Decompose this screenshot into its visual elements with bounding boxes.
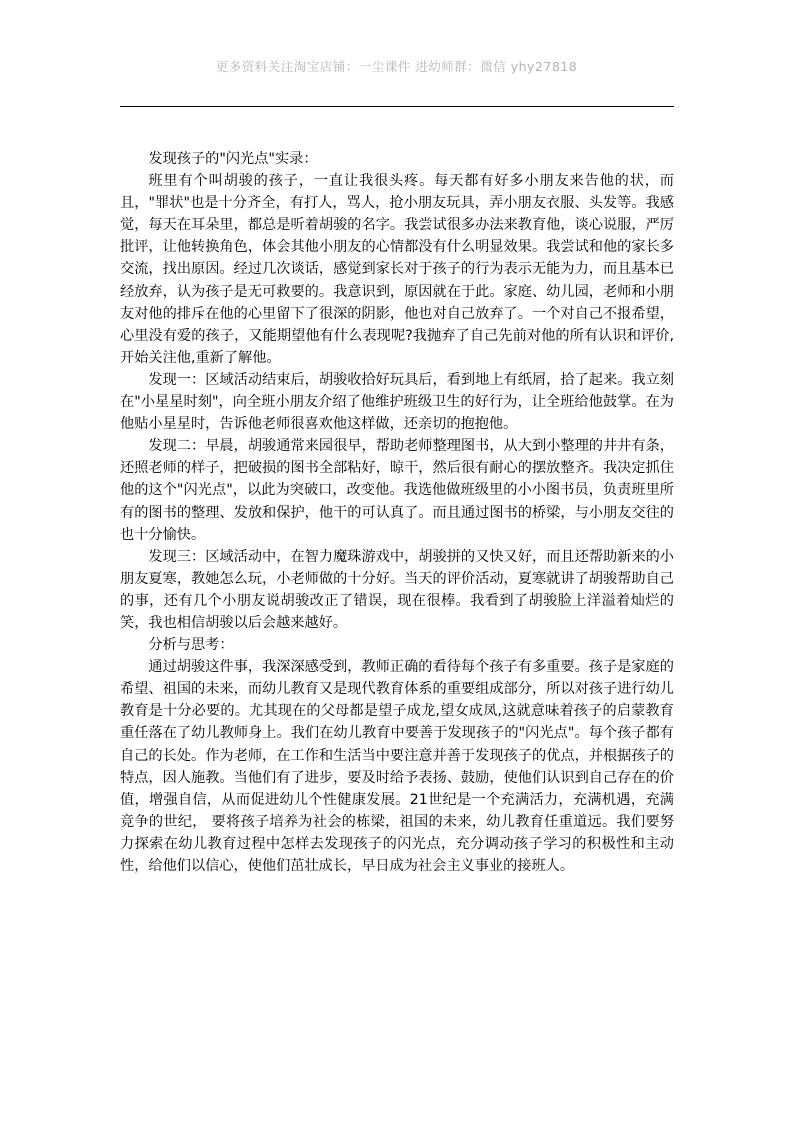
paragraph-discovery-3: 发现三：区域活动中，在智力魔珠游戏中，胡骏拼的又快又好，而且还帮助新来的小朋友夏寒，教她怎么玩，小老师做的十分好。当天的评价活动，夏寒就讲了胡骏帮助自己的事，还有几个小朋友说胡骏改正了错误，现在很棒。我看到了胡骏脸上洋溢着灿烂的笑，我也相信胡骏以后会越来越好。 <box>120 548 674 631</box>
paragraph-discovery-1: 发现一：区域活动结束后，胡骏收拾好玩具后，看到地上有纸屑，拾了起来。我立刻在"小星星时刻"，向全班小朋友介绍了他维护班级卫生的好行为，让全班给他鼓掌。在为他贴小星星时，告诉他老师很喜欢他这样做，还亲切的抱抱他。 <box>120 371 674 433</box>
document-title: 发现孩子的"闪光点"实录： <box>148 151 318 167</box>
paragraph-analysis: 通过胡骏这件事，我深深感受到，教师正确的看待每个孩子有多重要。孩子是家庭的希望、祖国的未来，而幼儿教育又是现代教育体系的重要组成部分，所以对孩子进行幼儿教育是十分必要的。尤其现在的父母都是望子成龙,望女成凤,这就意味着孩子的启蒙教育重任落在了幼儿教师身上。我们在幼儿教育中要善于发现孩子的"闪光点"。每个孩子都有自己的长处。作为老师，在工作和生活当中要注意并善于发现孩子的优点，并根据孩子的特点，因人施教。当他们有了进步，要及时给予表扬、鼓励，使他们认识到自己存在的价值，增强自信，从而促进幼儿个性健康发展。21世纪是一个充满活力，充满机遇，充满竞争的世纪， 要将孩子培养为社会的栋梁，祖国的未来，幼儿教育任重道远。我们要努力探索在幼儿教育过程中怎样去发现孩子的闪光点，充分调动孩子学习的积极性和主动性，给他们以信心，使他们茁壮成长，早日成为社会主义事业的接班人。 <box>120 659 674 874</box>
paragraph-discovery-2: 发现二：早晨，胡骏通常来园很早，帮助老师整理图书，从大到小整理的井井有条，还照老师的样子，把破损的图书全部粘好，晾干，然后很有耐心的摆放整齐。我决定抓住他的这个"闪光点"，以此为突破口，改变他。我选他做班级里的小小图书员，负责班里所有的图书的整理、发放和保护，他干的可认真了。而且通过图书的桥梁，与小朋友交往的也十分愉快。 <box>120 438 674 543</box>
paragraph-intro: 班里有个叫胡骏的孩子，一直让我很头疼。每天都有好多小朋友来告他的状，而且，"罪状"也是十分齐全，有打人，骂人，抢小朋友玩具，弄小朋友衣服、头发等。我感觉，每天在耳朵里，都总是听着胡骏的名字。我尝试很多办法来教育他，谈心说服，严厉批评，让他转换角色，体会其他小朋友的心情都没有什么明显效果。我尝试和他的家长多交流，找出原因。经过几次谈话，感觉到家长对于孩子的行为表示无能为力，而且基本已经放弃，认为孩子是无可救要的。我意识到，原因就在于此。家庭、幼儿园，老师和小朋友对他的排斥在他的心里留下了很深的阴影，他也对自己放弃了。一个对自己不报希望，心里没有爱的孩子，又能期望他有什么表现呢?我抛弃了自己先前对他的所有认识和评价,开始关注他,重新了解他。 <box>120 173 674 366</box>
header-divider <box>120 106 674 107</box>
page-header-text: 更多资料关注淘宝店铺：一尘课件 进幼师群：微信 yhy27818 <box>215 59 578 74</box>
document-body <box>120 148 674 877</box>
section-heading-analysis: 分析与思考： <box>148 637 234 654</box>
